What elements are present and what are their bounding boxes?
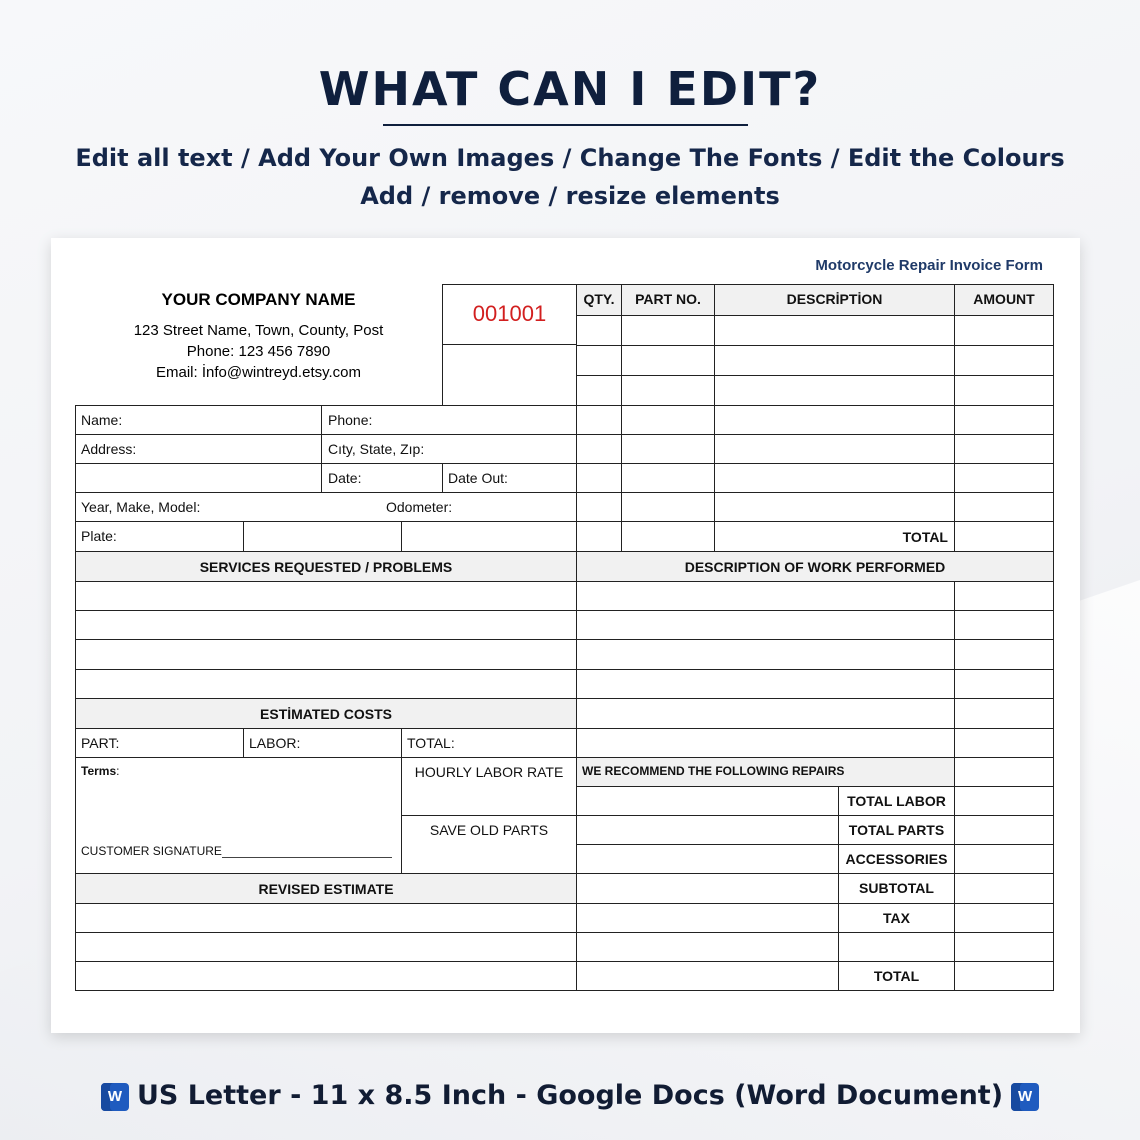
work-row-line (576, 815, 1053, 816)
work-col-divider (954, 581, 955, 991)
word-document-icon: W (101, 1083, 129, 1111)
work-row-line (576, 961, 1053, 962)
parts-row-line (576, 463, 1053, 464)
parts-total-label: TOTAL (902, 529, 948, 545)
customer-row-line (75, 521, 576, 522)
footer-text: US Letter - 11 x 8.5 Inch - Google Docs (Word Document) (136, 1080, 1004, 1111)
work-row-line (576, 669, 1053, 670)
column-header-qty: QTY. (583, 291, 615, 307)
services-row-line (75, 639, 576, 640)
signature-line[interactable] (222, 857, 392, 858)
subtitle-line-2: Add / remove / resize elements (360, 182, 780, 210)
parts-col-divider (954, 284, 955, 552)
terms-label-colon: : (116, 764, 120, 778)
parts-col-divider (714, 284, 715, 552)
customer-row-line (75, 492, 576, 493)
customer-col-divider (401, 521, 402, 552)
parts-row-line (576, 315, 1053, 316)
services-row-line (75, 698, 576, 699)
date-out-field[interactable]: Date Out: (448, 470, 508, 486)
city-state-zip-field[interactable]: Cıty, State, Zıp: (328, 441, 425, 457)
address-field[interactable]: Address: (81, 441, 137, 457)
costs-col-divider (401, 728, 402, 874)
work-row-line (576, 610, 1053, 611)
word-document-icon: W (1011, 1083, 1039, 1111)
customer-row-line (75, 434, 576, 435)
parts-row-line (576, 375, 1053, 376)
work-row-line (576, 844, 1053, 845)
terms-label-text: Terms (81, 764, 117, 778)
work-row-line (576, 873, 1053, 874)
services-row-line (75, 610, 576, 611)
services-row-line (75, 728, 576, 729)
work-row-line (576, 786, 1053, 787)
parts-row-line (576, 345, 1053, 346)
subtotal-label: SUBTOTAL (859, 880, 934, 896)
invoice-number-divider (442, 344, 576, 345)
work-row-line (576, 757, 1053, 758)
accessories-label: ACCESSORIES (845, 851, 948, 867)
company-phone: Phone: 123 456 7890 (186, 343, 331, 360)
headline-underline (383, 124, 748, 126)
customer-col-divider (321, 405, 322, 493)
column-header-description: DESCRİPTİON (786, 291, 883, 307)
company-name: YOUR COMPANY NAME (161, 290, 356, 309)
services-row-line (75, 932, 576, 933)
company-address: 123 Street Name, Town, County, Post (133, 322, 384, 339)
work-row-line (576, 903, 1053, 904)
services-row-line (75, 903, 576, 904)
services-header: SERVICES REQUESTED / PROBLEMS (199, 559, 453, 575)
terms-label[interactable] (81, 764, 119, 778)
total-parts-label: TOTAL PARTS (848, 822, 945, 838)
parts-row-line (576, 434, 1053, 435)
estimated-labor-field[interactable]: LABOR: (249, 735, 301, 751)
save-old-parts[interactable]: SAVE OLD PARTS (429, 822, 549, 838)
headline: WHAT CAN I EDIT? (318, 62, 822, 116)
work-row-line (576, 581, 1053, 582)
company-email: Email: İnfo@wintreyd.etsy.com (155, 364, 361, 381)
customer-col-divider (442, 463, 443, 493)
footer (0, 1080, 1140, 1111)
customer-row-line (75, 463, 576, 464)
parts-row-line (576, 521, 1053, 522)
services-row-line (75, 961, 576, 962)
services-row-line (75, 757, 576, 758)
form-title: Motorcycle Repair Invoice Form (815, 257, 1043, 274)
odometer-field[interactable]: Odometer: (386, 499, 453, 515)
work-performed-header: DESCRIPTION OF WORK PERFORMED (684, 559, 946, 575)
parts-row-line (576, 405, 1053, 406)
estimated-total-field[interactable]: TOTAL: (407, 735, 455, 751)
estimated-costs-header: ESTİMATED COSTS (260, 706, 392, 722)
parts-table (576, 284, 1054, 552)
grand-total-label: TOTAL (873, 968, 920, 984)
work-row-line (576, 728, 1053, 729)
total-labor-label: TOTAL LABOR (847, 793, 946, 809)
column-header-part-no: PART NO. (635, 291, 701, 307)
estimated-part-field[interactable]: PART: (81, 735, 120, 751)
services-row-line (75, 581, 576, 582)
name-field[interactable]: Name: (81, 412, 123, 428)
revised-estimate-header: REVISED ESTIMATE (258, 881, 394, 897)
costs-col-divider (243, 728, 244, 758)
work-row-line (576, 698, 1053, 699)
phone-field[interactable]: Phone: (328, 412, 373, 428)
work-row-line (576, 932, 1053, 933)
date-field[interactable]: Date: (328, 470, 362, 486)
parts-row-line (576, 492, 1053, 493)
recommend-header: WE RECOMMEND THE FOLLOWING REPAIRS (582, 764, 845, 778)
subtitle-line-1: Edit all text / Add Your Own Images / Change The Fonts / Edit the Colours (75, 144, 1065, 172)
customer-signature-label: CUSTOMER SIGNATURE (81, 844, 222, 858)
plate-field[interactable]: Plate: (81, 528, 117, 544)
services-row-line (75, 669, 576, 670)
services-row-line (401, 815, 576, 816)
tax-label: TAX (883, 910, 910, 926)
hourly-labor-rate[interactable]: HOURLY LABOR RATE (414, 764, 564, 780)
year-make-model-field[interactable]: Year, Make, Model: (81, 499, 201, 515)
invoice-number[interactable]: 001001 (472, 301, 547, 326)
column-header-amount: AMOUNT (973, 291, 1035, 307)
services-row-line (75, 873, 576, 874)
customer-col-divider (243, 521, 244, 552)
work-row-line (576, 639, 1053, 640)
parts-col-divider (621, 284, 622, 552)
